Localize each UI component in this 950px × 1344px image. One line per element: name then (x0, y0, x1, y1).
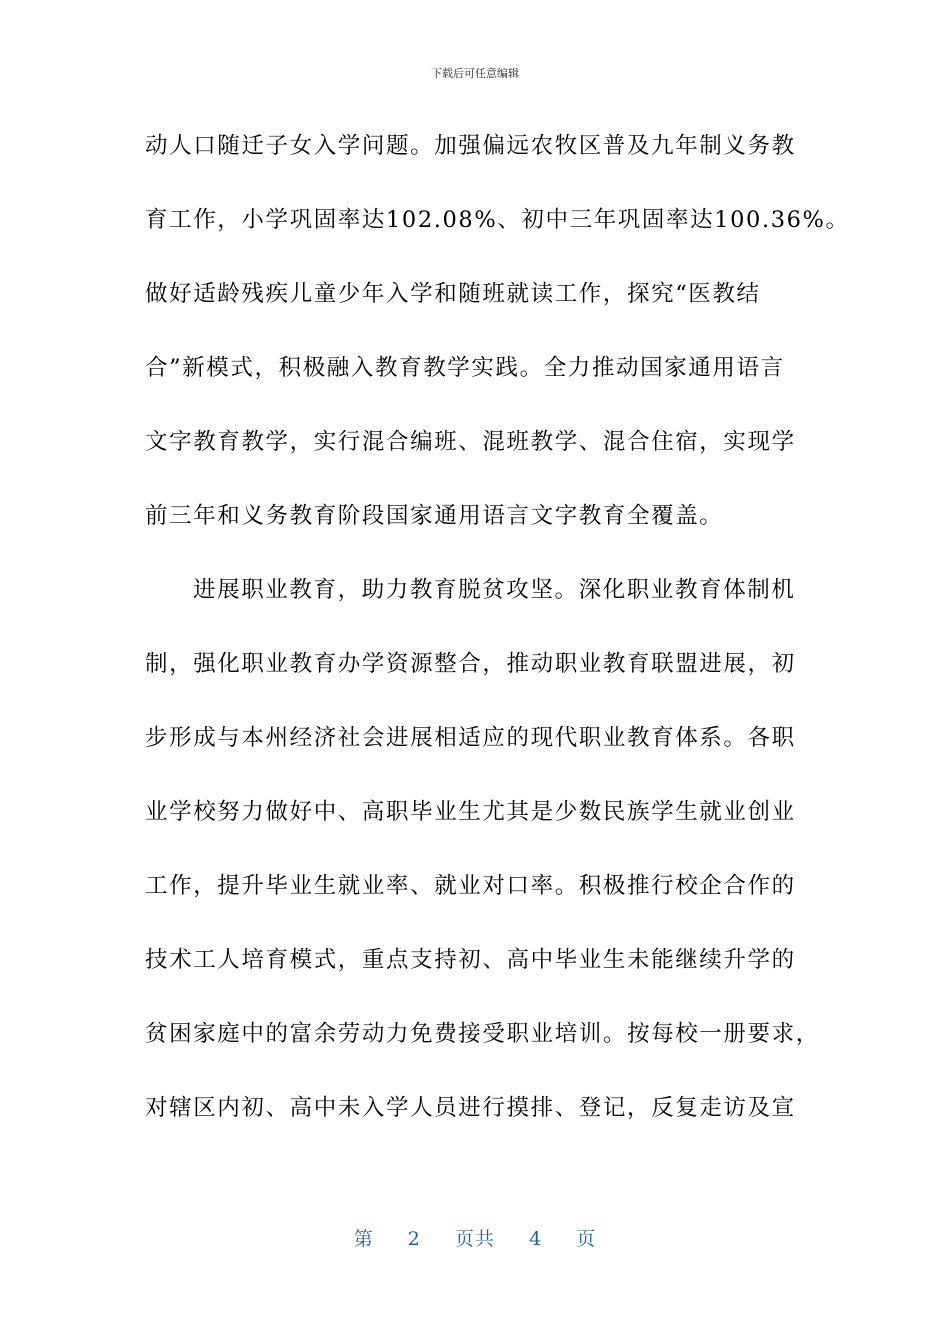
text-line: 业学校努力做好中、高职毕业生尤其是少数民族学生就业创业 (145, 799, 796, 825)
text-line: 文字教育教学，实行混合编班、混班教学、混合住宿，实现学 (145, 429, 796, 455)
document-body (145, 120, 850, 1156)
text-line: 步形成与本州经济社会进展相适应的现代职业教育体系。各职 (145, 725, 796, 751)
page-number-footer (0, 1226, 950, 1252)
current-page-number: 2 (407, 1228, 421, 1250)
text-line: 对辖区内初、高中未入学人员进行摸排、登记，反复走访及宣 (145, 1095, 796, 1121)
text-line: 技术工人培育模式，重点支持初、高中毕业生未能继续升学的 (145, 947, 796, 973)
text-line: 育工作，小学巩固率达102.08%、初中三年巩固率达100.36%。 (145, 207, 850, 233)
text-line: 前三年和义务教育阶段国家通用语言文字教育全覆盖。 (145, 503, 724, 529)
footer-middle: 页共 (454, 1228, 495, 1250)
text-line: 动人口随迁子女入学问题。加强偏远农牧区普及九年制义务教 (145, 133, 796, 159)
text-line: 做好适龄残疾儿童少年入学和随班就读工作，探究“医教结 (145, 281, 761, 307)
footer-suffix: 页 (576, 1228, 597, 1250)
total-page-count: 4 (529, 1228, 543, 1250)
page-header: 下载后可任意编辑 (431, 67, 519, 80)
text-line: 贫困家庭中的富余劳动力免费接受职业培训。按每校一册要求， (145, 1021, 820, 1047)
paragraph-first-line: 进展职业教育，助力教育脱贫攻坚。深化职业教育体制机 (193, 577, 796, 603)
text-line: 合”新模式，积极融入教育教学实践。全力推动国家通用语言 (145, 355, 785, 381)
footer-prefix: 第 (353, 1228, 374, 1250)
text-line: 制，强化职业教育办学资源整合，推动职业教育联盟进展，初 (145, 651, 796, 677)
text-line: 工作，提升毕业生就业率、就业对口率。积极推行校企合作的 (145, 873, 796, 899)
